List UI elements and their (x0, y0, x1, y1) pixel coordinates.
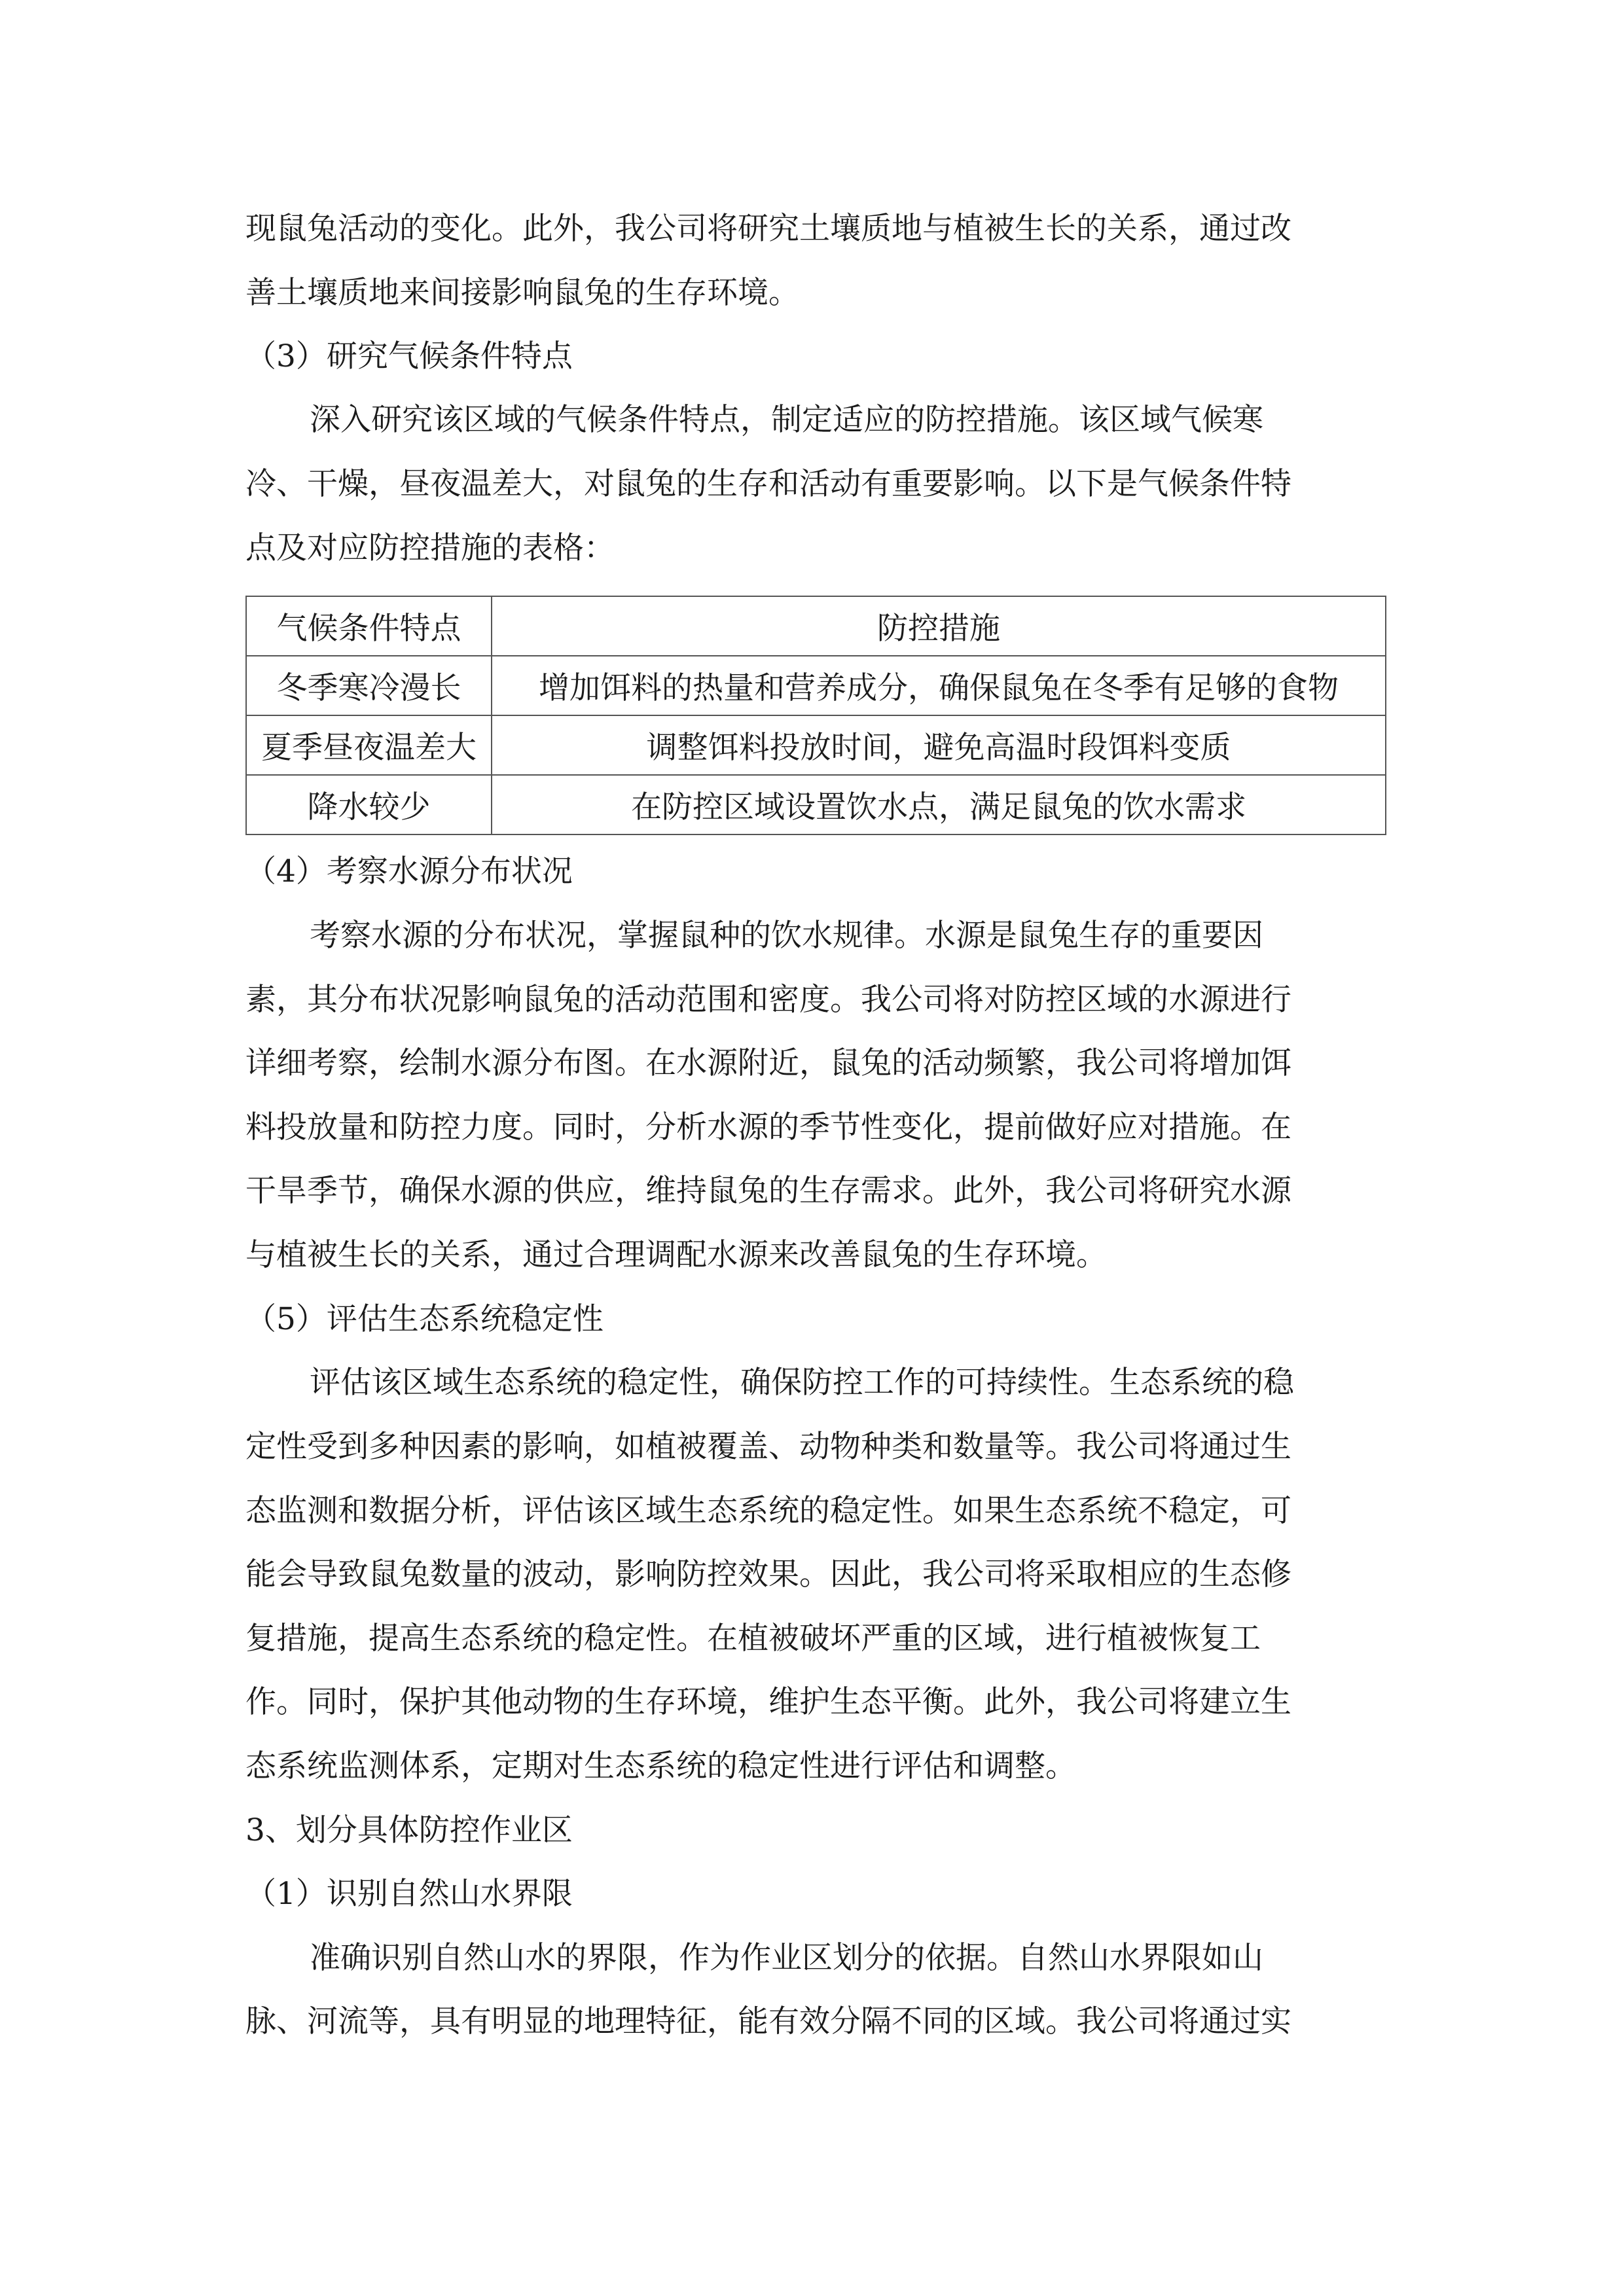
paragraph-line: 脉、河流等，具有明显的地理特征，能有效分隔不同的区域。我公司将通过实 (245, 2003, 1291, 2039)
paragraph-line: 善土壤质地来间接影响鼠兔的生存环境。 (245, 275, 799, 311)
paragraph-line: 干旱季节，确保水源的供应，维持鼠兔的生存需求。此外，我公司将研究水源 (245, 1173, 1291, 1209)
section-heading-ecosystem: （5）评估生态系统稳定性 (245, 1301, 604, 1337)
table-cell: 夏季昼夜温差大 (246, 715, 492, 775)
paragraph-line: 准确识别自然山水的界限，作为作业区划分的依据。自然山水界限如山 (310, 1940, 1263, 1976)
table-cell: 在防控区域设置饮水点，满足鼠兔的饮水需求 (492, 775, 1386, 834)
paragraph-line: 现鼠兔活动的变化。此外，我公司将研究土壤质地与植被生长的关系，通过改 (245, 211, 1291, 247)
table-header-cell: 防控措施 (492, 596, 1386, 656)
paragraph-line: 复措施，提高生态系统的稳定性。在植被破坏严重的区域，进行植被恢复工 (245, 1621, 1261, 1657)
section-heading-climate: （3）研究气候条件特点 (245, 338, 573, 374)
section-heading-zones: 3、划分具体防控作业区 (245, 1812, 573, 1848)
paragraph-line: 详细考察，绘制水源分布图。在水源附近，鼠兔的活动频繁，我公司将增加饵 (245, 1045, 1291, 1081)
paragraph-line: 态系统监测体系，定期对生态系统的稳定性进行评估和调整。 (245, 1748, 1076, 1784)
table-row (246, 775, 1386, 834)
table-header-row (246, 596, 1386, 656)
table-row (246, 656, 1386, 715)
paragraph-line: 点及对应防控措施的表格： (245, 530, 615, 566)
table-header-cell: 气候条件特点 (246, 596, 492, 656)
paragraph-line: 素，其分布状况影响鼠兔的活动范围和密度。我公司将对防控区域的水源进行 (245, 982, 1291, 1018)
paragraph-line: 能会导致鼠兔数量的波动，影响防控效果。因此，我公司将采取相应的生态修 (245, 1556, 1291, 1592)
paragraph-line: 与植被生长的关系，通过合理调配水源来改善鼠兔的生存环境。 (245, 1237, 1107, 1273)
paragraph-line: 考察水源的分布状况，掌握鼠种的饮水规律。水源是鼠兔生存的重要因 (310, 918, 1263, 954)
table-cell: 调整饵料投放时间，避免高温时段饵料变质 (492, 715, 1386, 775)
table-cell: 增加饵料的热量和营养成分，确保鼠兔在冬季有足够的食物 (492, 656, 1386, 715)
table-cell: 冬季寒冷漫长 (246, 656, 492, 715)
table-cell: 降水较少 (246, 775, 492, 834)
paragraph-line: 深入研究该区域的气候条件特点，制定适应的防控措施。该区域气候寒 (310, 402, 1263, 438)
paragraph-line: 冷、干燥，昼夜温差大，对鼠兔的生存和活动有重要影响。以下是气候条件特 (245, 466, 1291, 502)
subsection-heading-boundaries: （1）识别自然山水界限 (245, 1876, 573, 1912)
paragraph-line: 定性受到多种因素的影响，如植被覆盖、动物种类和数量等。我公司将通过生 (245, 1429, 1291, 1465)
paragraph-line: 作。同时，保护其他动物的生存环境，维护生态平衡。此外，我公司将建立生 (245, 1684, 1291, 1720)
paragraph-line: 态监测和数据分析，评估该区域生态系统的稳定性。如果生态系统不稳定，可 (245, 1493, 1291, 1529)
table-row (246, 715, 1386, 775)
paragraph-line: 评估该区域生态系统的稳定性，确保防控工作的可持续性。生态系统的稳 (310, 1365, 1294, 1401)
section-heading-water: （4）考察水源分布状况 (245, 853, 573, 889)
paragraph-line: 料投放量和防控力度。同时，分析水源的季节性变化，提前做好应对措施。在 (245, 1109, 1291, 1145)
climate-measures-table (245, 596, 1386, 835)
